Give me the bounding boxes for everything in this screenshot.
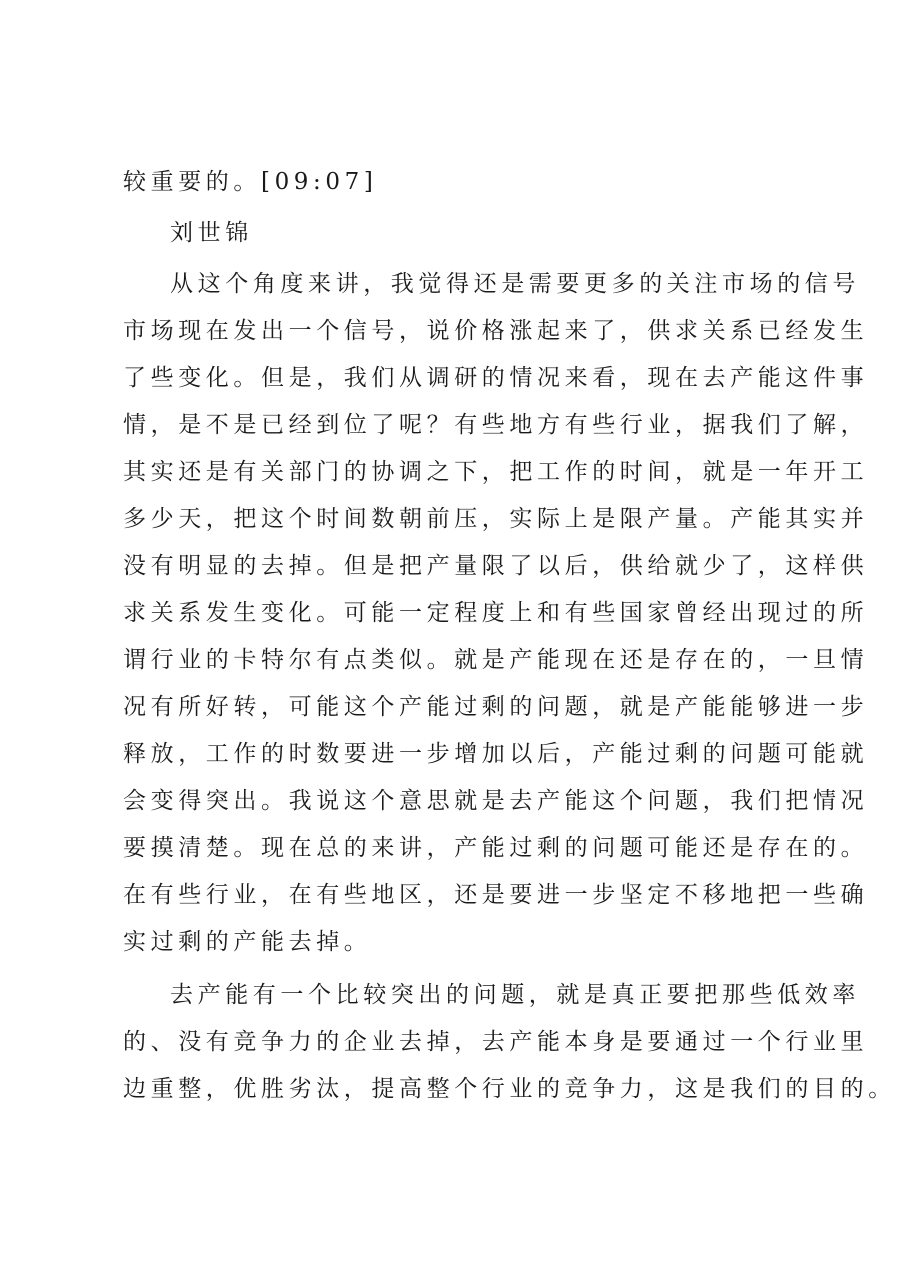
text-line: 其实还是有关部门的协调之下，把工作的时间，就是一年开工 — [123, 459, 869, 485]
text-line: 市场现在发出一个信号，说价格涨起来了，供求关系已经发生 — [123, 318, 869, 344]
text-line: 边重整，优胜劣汰，提高整个行业的竞争力，这是我们的目的。 — [123, 1076, 896, 1102]
text-line: 多少天，把这个时间数朝前压，实际上是限产量。产能其实并 — [123, 506, 869, 532]
text-line: 求关系发生变化。可能一定程度上和有些国家曾经出现过的所 — [123, 600, 869, 626]
text-line: 从这个角度来讲，我觉得还是需要更多的关注市场的信号 — [170, 271, 860, 297]
speaker-name: 刘世锦 — [170, 220, 253, 246]
text-line: 没有明显的去掉。但是把产量限了以后，供给就少了，这样供 — [123, 553, 869, 579]
text-line: 实过剩的产能去掉。 — [123, 929, 372, 955]
text-line: 去产能有一个比较突出的问题，就是真正要把那些低效率 — [170, 982, 860, 1008]
text-line: 情，是不是已经到位了呢？有些地方有些行业，据我们了解， — [123, 412, 869, 438]
text-line: 的、没有竞争力的企业去掉，去产能本身是要通过一个行业里 — [123, 1029, 869, 1055]
text-line: 会变得突出。我说这个意思就是去产能这个问题，我们把情况 — [123, 788, 869, 814]
text-line: 谓行业的卡特尔有点类似。就是产能现在还是存在的，一旦情 — [123, 647, 869, 673]
text-line: 较重要的。[09:07] — [123, 169, 378, 195]
text-line: 释放，工作的时数要进一步增加以后，产能过剩的问题可能就 — [123, 741, 869, 767]
text-line: 况有所好转，可能这个产能过剩的问题，就是产能能够进一步 — [123, 694, 869, 720]
text-line: 在有些行业，在有些地区，还是要进一步坚定不移地把一些确 — [123, 882, 869, 908]
text-line: 要摸清楚。现在总的来讲，产能过剩的问题可能还是存在的。 — [123, 835, 869, 861]
text-line: 了些变化。但是，我们从调研的情况来看，现在去产能这件事 — [123, 365, 869, 391]
